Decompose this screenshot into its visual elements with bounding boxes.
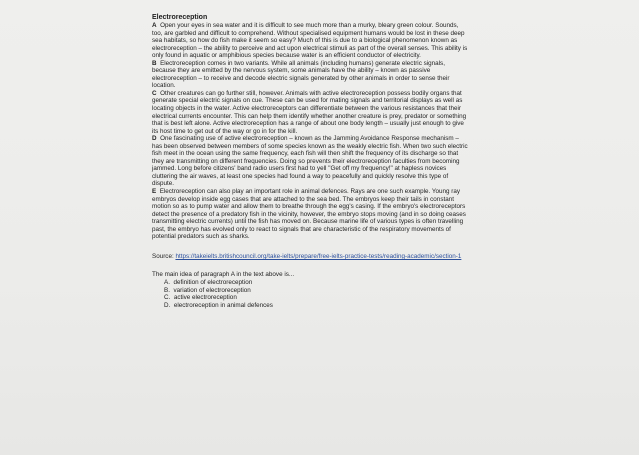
paragraph-c xyxy=(152,90,470,135)
paragraph-text: Electroreception comes in two variants. While all animals (including humans) generate electric signals, because they are emitted by the nervous system, some animals have the ability – known as passive electroreception – to receive and decode electric signals generated by other animals in order to sense their location. xyxy=(152,59,450,90)
paragraph-e xyxy=(152,188,470,241)
paragraph-text: Other creatures can go further still, however. Animals with active electroreception possess bodily organs that generate special electric signals on cue. These can be used for mating signals and territorial displays as well as locating objects in the water. Active electroreceptors can differentiate between the various resistances that their electrical currents encounter. This can help them identify whether another creature is prey, predator or something that is best left alone. Active electroreception has a range of about one body length – usually just enough to give its host time to get out of the way or go in for the kill. xyxy=(152,89,467,135)
paragraph-letter: B xyxy=(152,59,157,67)
option-letter: D. xyxy=(164,301,171,309)
paragraph-text: Electroreception can also play an important role in animal defences. Rays are one such example. Young ray embryos develop inside egg cases that are attached to the sea bed. The embryos keep their tails in constant motion so as to pump water and allow them to breathe through the egg's casing. If the embryo's electroreceptors detect the presence of a predatory fish in the vicinity, however, the embryo stops moving (and in so doing ceases transmitting electric currents) until the fish has moved on. Because marine life of various types is often travelling past, the embryo has evolved only to react to signals that are characteristic of the respiratory movements of potential predators such as sharks. xyxy=(152,188,466,241)
option-text: definition of electroreception xyxy=(173,278,253,286)
question-text: The main idea of paragraph A in the text above is... xyxy=(152,271,295,279)
paragraph-a xyxy=(152,22,470,60)
option-text: active electroreception xyxy=(173,294,237,302)
option-letter: B. xyxy=(164,286,170,294)
answer-option-d[interactable] xyxy=(164,302,470,310)
option-letter: A. xyxy=(164,278,170,286)
paragraph-letter: A xyxy=(152,22,157,29)
option-text: variation of electroreception xyxy=(173,286,251,294)
paragraph-text: One fascinating use of active electroreception – known as the Jamming Avoidance Response mechanism – has been observed between members of some species known as the weakly electric fish. When two such electric fish meet in the ocean using the same frequency, each fish will then shift the frequency of its discharge so that they are transmitting on different frequencies. Doing so prevents their electroreception faculties from becoming jammed. Long before citizens' band radio users first had to yell "Get off my frequency!" at hapless novices cluttering the air waves, at least one species had found a way to peacefully and quickly resolve this type of dispute. xyxy=(152,135,468,188)
document-page xyxy=(152,14,470,309)
answer-option-a[interactable] xyxy=(164,279,470,287)
paragraph-letter: C xyxy=(152,89,157,97)
source-label: Source: xyxy=(152,252,174,260)
source-line xyxy=(152,253,470,261)
paragraph-letter: D xyxy=(152,135,157,143)
document-title: Electroreception xyxy=(152,14,208,21)
paragraph-b xyxy=(152,60,470,90)
paragraph-letter: E xyxy=(152,188,157,196)
answer-option-b[interactable] xyxy=(164,287,470,295)
option-letter: C. xyxy=(164,294,171,302)
source-link[interactable]: https://takeielts.britishcouncil.org/take-ielts/prepare/free-ielts-practice-tests/reading-academic/section-1 xyxy=(175,252,462,260)
paragraph-d xyxy=(152,135,470,188)
answer-options xyxy=(164,279,470,309)
paragraph-text: Open your eyes in sea water and it is difficult to see much more than a murky, bleary green colour. Sounds, too, are garbled and difficult to comprehend. Without specialised equipment humans would be lost in these deep sea habitats, so how do fish make it seem so easy? Much of this is due to a biological phenomenon known as electroreception – the ability to perceive and act upon electrical stimuli as part of the overall senses. This ability is only found in aquatic or amphibious species because water is an efficient conductor of electricity. xyxy=(152,22,468,60)
option-text: electroreception in animal defences xyxy=(173,301,273,309)
answer-option-c[interactable] xyxy=(164,294,470,302)
